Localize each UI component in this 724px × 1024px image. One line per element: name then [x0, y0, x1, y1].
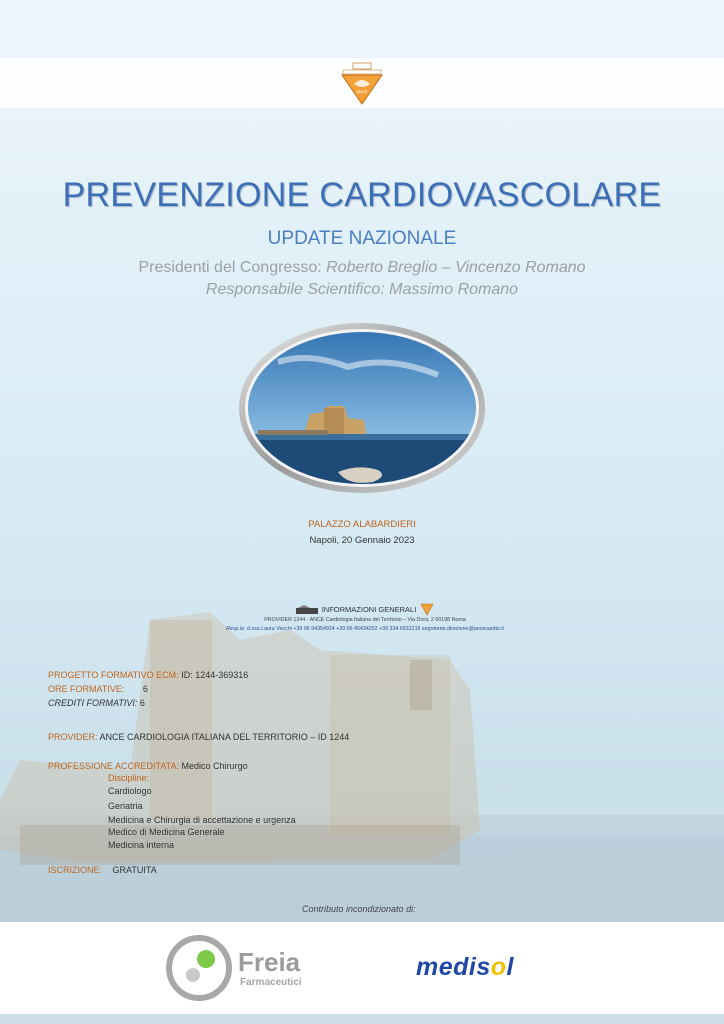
info-heading-row [150, 602, 580, 616]
discipline-item: Medicina e Chirurgia di accettazione e urgenza [108, 815, 296, 825]
ecm-credits-row [48, 697, 145, 709]
svg-text:Farmaceutici: Farmaceutici [240, 977, 302, 988]
ecm-registration-label: ISCRIZIONE: [48, 865, 103, 875]
venue-date: Napoli, 20 Gennaio 2023 [309, 535, 415, 546]
ecm-project-value: ID: 1244-369316 [181, 670, 249, 680]
ecm-disciplines-label-row [108, 772, 149, 784]
freia-logo [166, 935, 316, 1001]
scientific-label: Responsabile Scientifico: [205, 281, 385, 298]
ecm-registration-value: GRATUITA [112, 865, 157, 875]
page-subtitle: UPDATE NAZIONALE [267, 228, 457, 249]
discipline-item: Geriatria [108, 801, 143, 811]
medisol-text-a: medis [416, 953, 491, 981]
svg-text:ANCE: ANCE [356, 89, 368, 94]
castle-oval-photo [238, 322, 486, 494]
ecm-profession-value: Medico Chirurgo [181, 761, 248, 771]
discipline-item: Cardiologo [108, 786, 152, 796]
ecm-hours-row [48, 683, 148, 695]
ecm-profession-row [48, 760, 248, 772]
discipline-item: Medicina interna [108, 840, 175, 850]
ecm-hours-value: 6 [142, 684, 148, 694]
scientific-line [0, 281, 724, 299]
ance-small-logo-icon [420, 602, 434, 616]
ecm-registration-row [48, 864, 157, 876]
ecm-hours-label: ORE FORMATIVE: [48, 684, 125, 694]
presidents-names: Roberto Breglio – Vincenzo Romano [326, 259, 586, 276]
ecm-project-label: PROGETTO FORMATIVO ECM: [48, 670, 179, 680]
ecm-provider-row [48, 731, 349, 743]
medisol-text-b: l [506, 953, 514, 981]
ecm-disciplines-label: Discipline: [108, 773, 150, 783]
provider-address: PROVIDER 1244 - ANCE Cardiologia Italiana del Territorio – Via Dora, 2 00198 Roma [264, 617, 466, 623]
ecm-credits-label: CREDITI FORMATIVI: [48, 698, 138, 708]
ecm-provider-value: ANCE CARDIOLOGIA ITALIANA DEL TERRITORIO – ID 1244 [99, 732, 350, 742]
svg-text:Freia: Freia [238, 947, 301, 977]
sponsor-footer [0, 922, 724, 1014]
medisol-logo [416, 953, 514, 982]
scientific-name: Massimo Romano [389, 281, 519, 298]
presidents-label: Presidenti del Congresso: [138, 259, 322, 276]
contact-responsible: Resp.le: d.ssa Laura Vecchi [226, 626, 292, 632]
ecm-project-row [48, 669, 248, 681]
flag-logo-icon [296, 605, 318, 614]
info-heading: INFORMAZIONI GENERALI [321, 604, 417, 614]
ance-logo [340, 62, 384, 106]
contacts-line [150, 625, 580, 634]
presidents-line [0, 259, 724, 277]
discipline-item: Medico di Medicina Generale [108, 827, 225, 837]
general-info [150, 602, 580, 634]
venue-name: PALAZZO ALABARDIERI [308, 519, 416, 530]
ecm-provider-label: PROVIDER: [48, 732, 98, 742]
ecm-credits-value: 6 [139, 698, 145, 708]
ecm-profession-label: PROFESSIONE ACCREDITATA: [48, 761, 180, 771]
sponsor-caption: Contributo incondizionato di: [302, 904, 416, 914]
medisol-text-o: o [490, 953, 507, 981]
contact-details: +39 06 94354924 +39 06 45434252 +39 334.6931216 segreteria.direzione@ancecardio.it [293, 626, 504, 632]
page-title: PREVENZIONE CARDIOVASCOLARE [62, 176, 662, 214]
